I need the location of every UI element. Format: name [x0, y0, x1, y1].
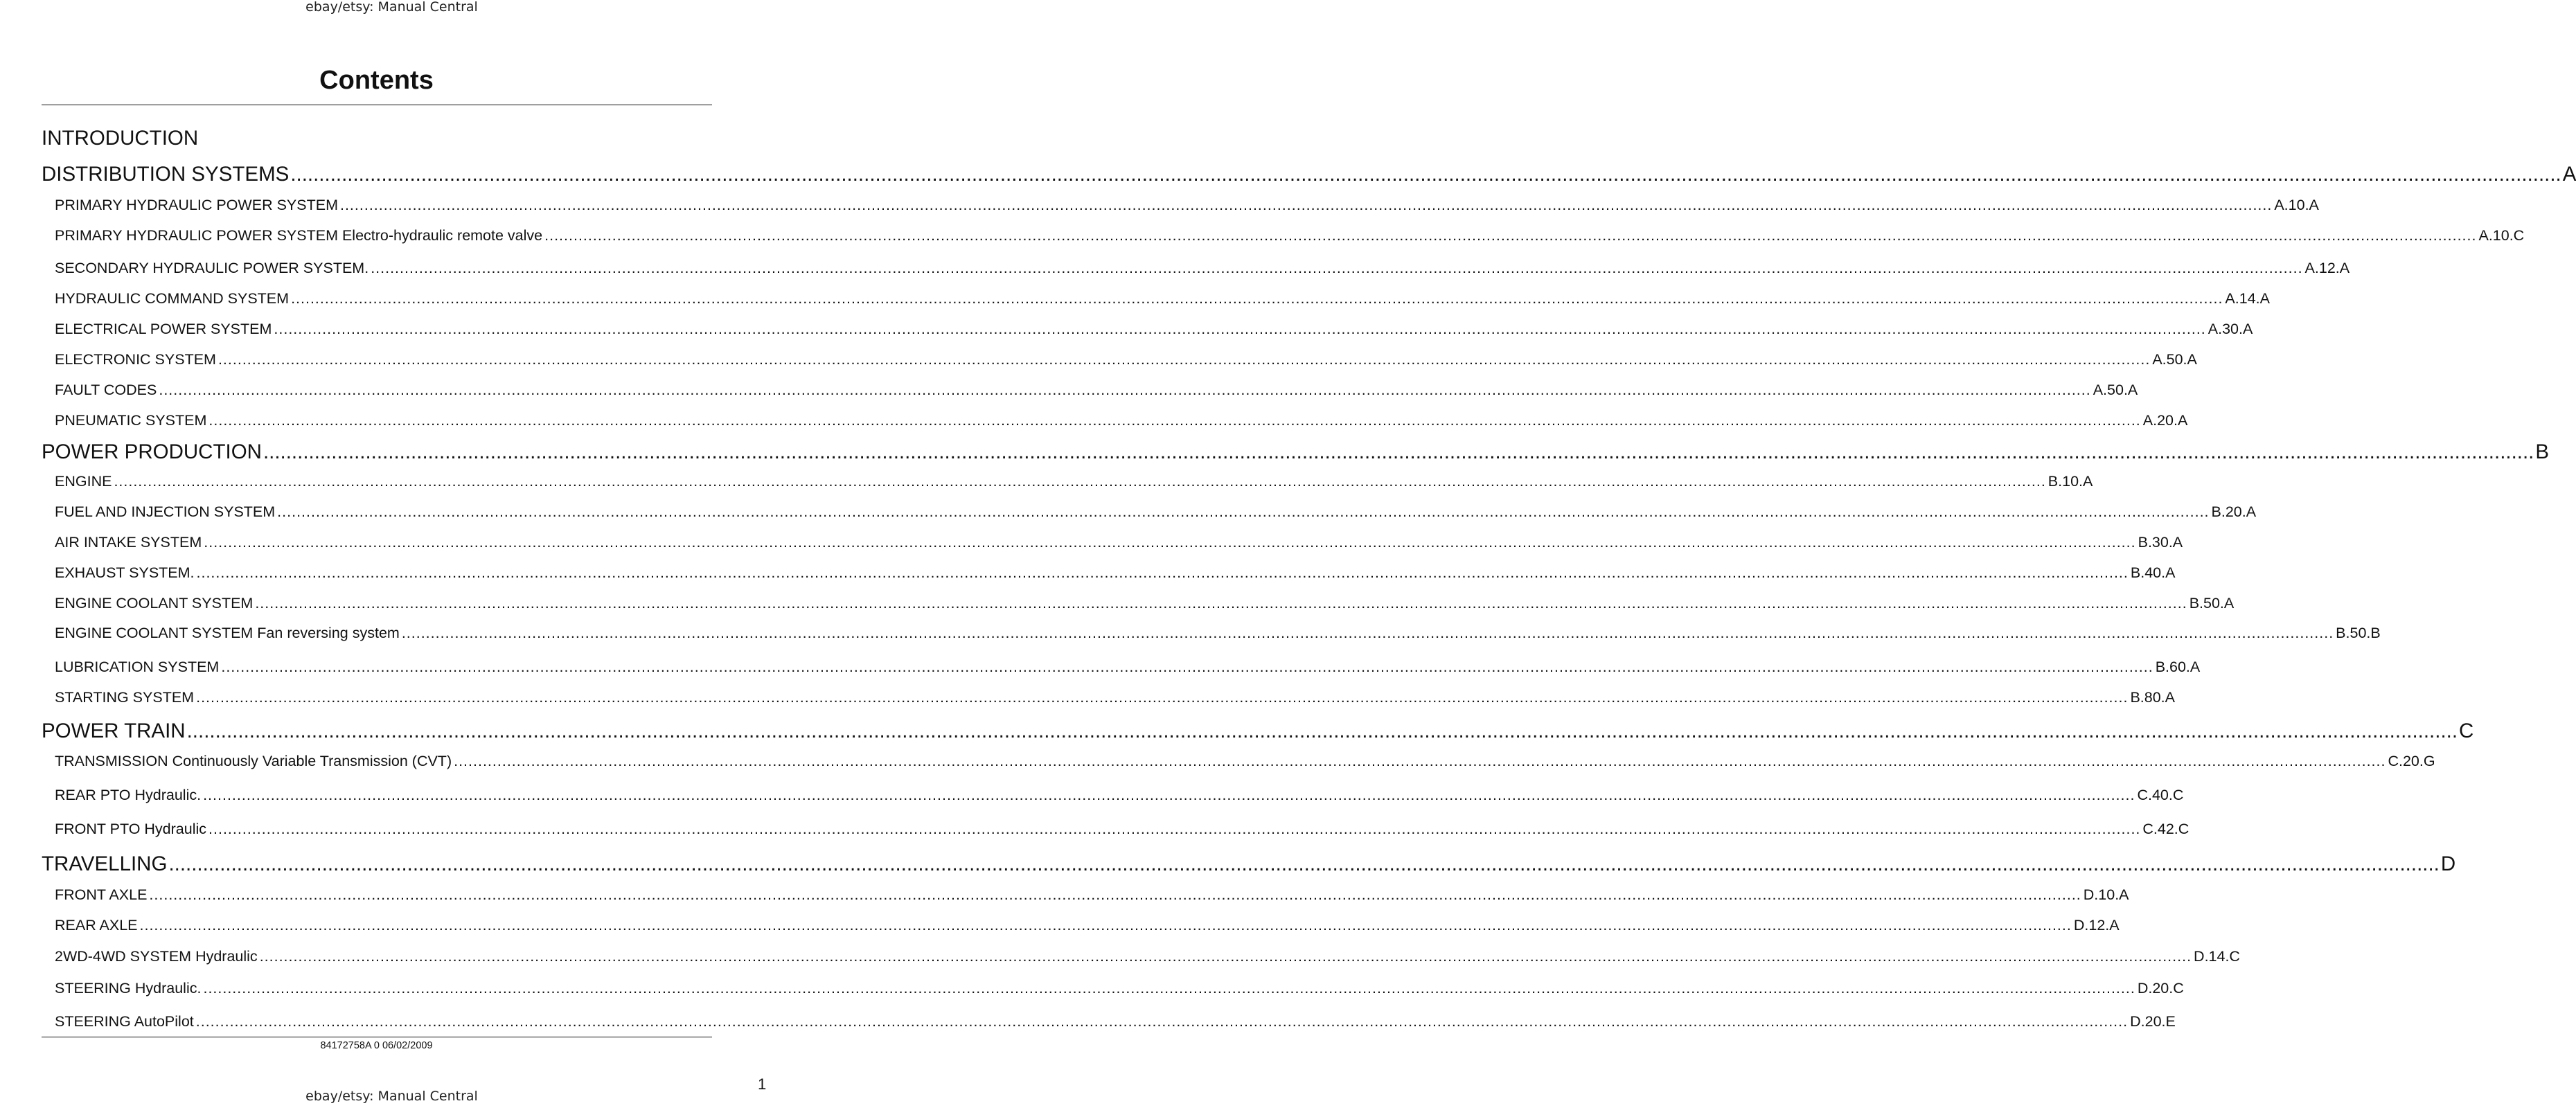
toc-entry[interactable] — [55, 595, 2235, 612]
toc-entry[interactable] — [55, 787, 2184, 804]
toc-code: A.10.A — [2274, 197, 2319, 213]
toc-label: FAULT CODES — [55, 382, 157, 398]
dot-leader: ................................................................................................................................................................................................................................................................................................................................................................................................................ — [114, 473, 2046, 490]
dot-leader: ................................................................................................................................................................................................................................................................................................................................................................................................................ — [277, 503, 2210, 520]
toc-entry[interactable] — [55, 659, 2201, 676]
toc-code: D.20.C — [2137, 980, 2184, 997]
dot-leader: ................................................................................................................................................................................................................................................................................................................................................................................................................ — [401, 625, 2334, 641]
dot-leader: ................................................................................................................................................................................................................................................................................................................................................................................................................ — [291, 290, 2223, 307]
toc-label: ELECTRICAL POWER SYSTEM — [55, 321, 272, 337]
toc-entry[interactable] — [55, 821, 2189, 838]
toc-code: D — [2440, 852, 2456, 875]
toc-label: PRIMARY HYDRAULIC POWER SYSTEM Electro-hydraulic remote valve — [55, 227, 543, 244]
toc-heading-label: INTRODUCTION — [42, 127, 199, 150]
toc-entry[interactable] — [55, 689, 2175, 706]
dot-leader: ................................................................................................................................................................................................................................................................................................................................................................................................................ — [195, 1013, 2129, 1030]
toc-code: B.50.B — [2336, 625, 2381, 641]
toc-label: FUEL AND INJECTION SYSTEM — [55, 503, 276, 520]
toc-entry[interactable] — [55, 980, 2184, 997]
toc-entry[interactable] — [55, 197, 2319, 214]
toc-code: C.40.C — [2137, 787, 2184, 803]
dot-leader: ................................................................................................................................................................................................................................................................................................................................................................................................................ — [203, 787, 2135, 803]
toc-entry[interactable] — [55, 948, 2240, 965]
toc-code: B.10.A — [2048, 473, 2093, 490]
toc-label: AIR INTAKE SYSTEM — [55, 534, 202, 551]
toc-code: B.50.A — [2189, 595, 2235, 611]
toc-section-c[interactable] — [42, 720, 2474, 743]
dot-leader: ................................................................................................................................................................................................................................................................................................................................................................................................................ — [208, 412, 2141, 429]
toc-code: C.42.C — [2142, 821, 2189, 837]
document-code: 84172758A 0 06/02/2009 — [320, 1040, 433, 1051]
toc-code: A.50.A — [2152, 351, 2197, 368]
dot-leader: ................................................................................................................................................................................................................................................................................................................................................................................................................ — [204, 534, 2136, 551]
toc-entry[interactable] — [55, 473, 2093, 490]
toc-code: B — [2535, 440, 2550, 463]
toc-entry[interactable] — [55, 625, 2381, 642]
toc-entry[interactable] — [55, 382, 2138, 399]
dot-leader: ................................................................................................................................................................................................................................................................................................................................................................................................................ — [221, 659, 2153, 675]
toc-code: A.10.C — [2478, 227, 2525, 244]
toc-code: C — [2459, 720, 2474, 742]
toc-code: D.12.A — [2073, 917, 2120, 933]
dot-leader: ................................................................................................................................................................................................................................................................................................................................................................................................................ — [168, 852, 2440, 875]
toc-entry[interactable] — [55, 917, 2120, 934]
dot-leader: ................................................................................................................................................................................................................................................................................................................................................................................................................ — [371, 260, 2303, 276]
toc-code: A.12.A — [2304, 260, 2350, 276]
dot-leader: ................................................................................................................................................................................................................................................................................................................................................................................................................ — [159, 382, 2091, 398]
dot-leader: ................................................................................................................................................................................................................................................................................................................................................................................................................ — [339, 197, 2273, 213]
toc-entry[interactable] — [55, 321, 2253, 338]
toc-label: FRONT PTO Hydraulic — [55, 821, 207, 837]
toc-label: 2WD-4WD SYSTEM Hydraulic — [55, 948, 258, 965]
dot-leader: ................................................................................................................................................................................................................................................................................................................................................................................................................ — [149, 886, 2081, 903]
toc-label: STARTING SYSTEM — [55, 689, 195, 706]
dot-leader: ................................................................................................................................................................................................................................................................................................................................................................................................................ — [217, 351, 2151, 368]
dot-leader: ................................................................................................................................................................................................................................................................................................................................................................................................................ — [454, 753, 2386, 769]
toc-code: A — [2562, 163, 2576, 186]
toc-label: SECONDARY HYDRAULIC POWER SYSTEM. — [55, 260, 369, 276]
dot-leader: ................................................................................................................................................................................................................................................................................................................................................................................................................ — [255, 595, 2187, 611]
toc-code: B.40.A — [2130, 564, 2176, 581]
toc-label: POWER TRAIN — [42, 720, 186, 742]
toc-code: C.20.G — [2388, 753, 2435, 769]
dot-leader: ................................................................................................................................................................................................................................................................................................................................................................................................................ — [139, 917, 2072, 933]
toc-entry[interactable] — [55, 290, 2270, 307]
toc-label: TRANSMISSION Continuously Variable Transmission (CVT) — [55, 753, 452, 769]
dot-leader: ................................................................................................................................................................................................................................................................................................................................................................................................................ — [196, 689, 2129, 706]
toc-code: D.14.C — [2194, 948, 2240, 965]
toc-code: D.10.A — [2083, 886, 2129, 903]
toc-entry[interactable] — [55, 227, 2525, 244]
page-number: 1 — [758, 1075, 767, 1093]
toc-entry[interactable] — [55, 260, 2350, 277]
toc-section-a[interactable] — [42, 163, 2576, 186]
toc-label: ENGINE COOLANT SYSTEM Fan reversing system — [55, 625, 400, 641]
toc-label: STEERING AutoPilot — [55, 1013, 194, 1030]
toc-label: PRIMARY HYDRAULIC POWER SYSTEM — [55, 197, 338, 213]
toc-entry[interactable] — [55, 886, 2129, 904]
toc-section-d[interactable] — [42, 852, 2456, 876]
toc-label: REAR AXLE — [55, 917, 138, 933]
toc-section-b[interactable] — [42, 440, 2550, 464]
dot-leader: ................................................................................................................................................................................................................................................................................................................................................................................................................ — [196, 564, 2129, 581]
toc-entry[interactable] — [55, 503, 2257, 521]
toc-label: LUBRICATION SYSTEM — [55, 659, 220, 675]
toc-label: HYDRAULIC COMMAND SYSTEM — [55, 290, 290, 307]
toc-label: ENGINE COOLANT SYSTEM — [55, 595, 254, 611]
toc-entry[interactable] — [55, 534, 2183, 551]
toc-code: A.20.A — [2142, 412, 2188, 429]
toc-entry[interactable] — [55, 753, 2435, 770]
toc-label: PNEUMATIC SYSTEM — [55, 412, 207, 429]
toc-label: EXHAUST SYSTEM. — [55, 564, 195, 581]
dot-leader: ................................................................................................................................................................................................................................................................................................................................................................................................................ — [186, 720, 2458, 742]
toc-label: REAR PTO Hydraulic. — [55, 787, 202, 803]
toc-code: B.20.A — [2211, 503, 2257, 520]
toc-label: DISTRIBUTION SYSTEMS — [42, 163, 290, 186]
dot-leader: ................................................................................................................................................................................................................................................................................................................................................................................................................ — [544, 227, 2477, 244]
watermark-top: ebay/etsy: Manual Central — [305, 0, 478, 15]
dot-leader: ................................................................................................................................................................................................................................................................................................................................................................................................................ — [203, 980, 2135, 997]
toc-code: B.80.A — [2130, 689, 2175, 706]
toc-code: D.20.E — [2130, 1013, 2176, 1030]
toc-label: ELECTRONIC SYSTEM — [55, 351, 216, 368]
dot-leader: ................................................................................................................................................................................................................................................................................................................................................................................................................ — [208, 821, 2141, 837]
toc-code: B.30.A — [2138, 534, 2183, 551]
toc-code: A.30.A — [2208, 321, 2253, 337]
toc-entry[interactable] — [55, 351, 2197, 368]
dot-leader: ................................................................................................................................................................................................................................................................................................................................................................................................................ — [274, 321, 2206, 337]
toc-label: ENGINE — [55, 473, 112, 490]
watermark-bottom: ebay/etsy: Manual Central — [305, 1089, 478, 1104]
dot-leader: ................................................................................................................................................................................................................................................................................................................................................................................................................ — [259, 948, 2192, 965]
dot-leader: ................................................................................................................................................................................................................................................................................................................................................................................................................ — [290, 163, 2561, 186]
page-title: Contents — [319, 66, 434, 95]
toc-label: POWER PRODUCTION — [42, 440, 262, 463]
toc-code: A.14.A — [2225, 290, 2270, 307]
toc-heading-introduction[interactable] — [42, 127, 198, 150]
toc-code: A.50.A — [2093, 382, 2138, 398]
toc-entry[interactable] — [55, 1013, 2176, 1030]
dot-leader: ................................................................................................................................................................................................................................................................................................................................................................................................................ — [263, 440, 2534, 463]
toc-label: STEERING Hydraulic. — [55, 980, 202, 997]
toc-label: TRAVELLING — [42, 852, 168, 875]
toc-label: FRONT AXLE — [55, 886, 148, 903]
toc-entry[interactable] — [55, 412, 2188, 429]
toc-code: B.60.A — [2155, 659, 2201, 675]
toc-entry[interactable] — [55, 564, 2176, 582]
